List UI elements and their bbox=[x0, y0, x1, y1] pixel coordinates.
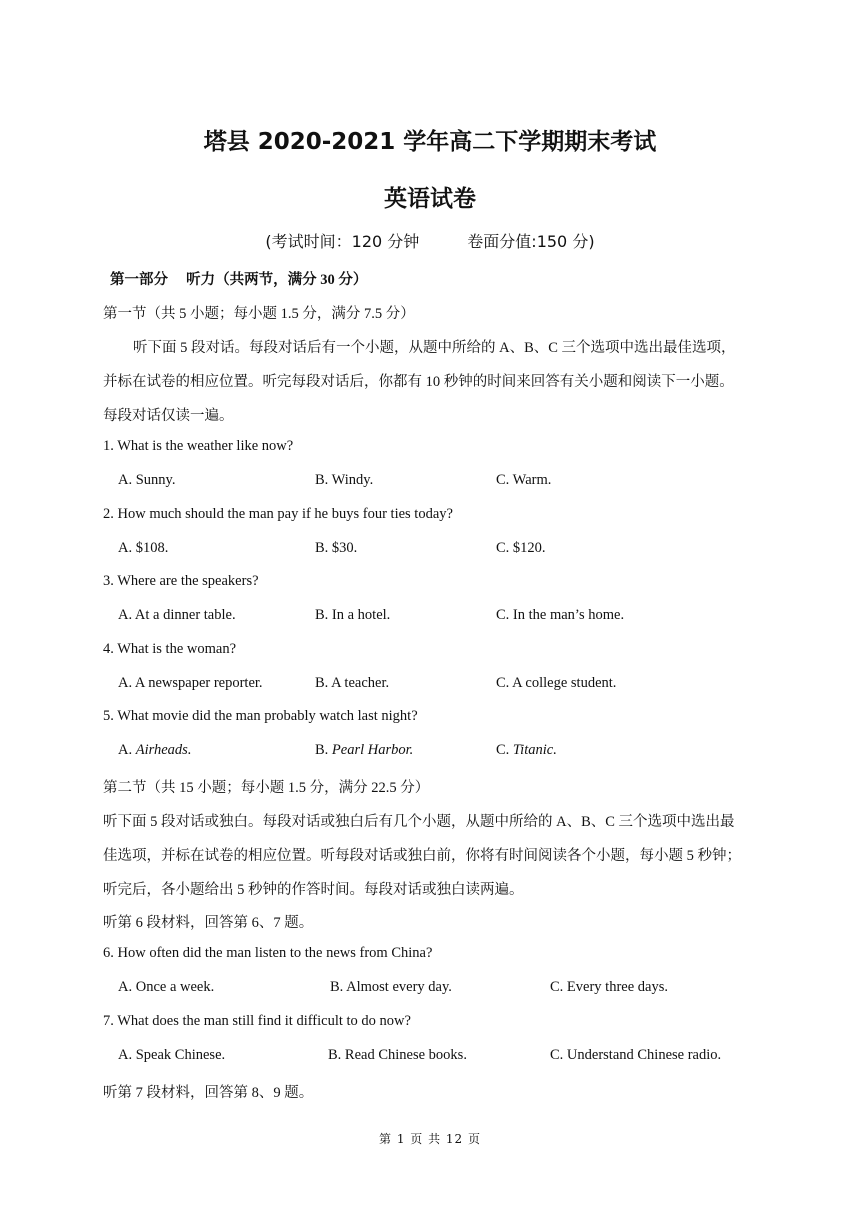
option-b: B. Read Chinese books. bbox=[328, 1047, 467, 1063]
option-a: A. Once a week. bbox=[118, 979, 215, 995]
option-b: B. Pearl Harbor. bbox=[315, 742, 414, 758]
section1-instruction-line: 听下面 5 段对话。每段对话后有一个小题，从题中所给的 A、B、C 三个选项中选出最佳选项， bbox=[133, 340, 736, 356]
section1-heading: 第一节（共 5 小题；每小题 1.5 分，满分 7.5 分） bbox=[103, 306, 415, 322]
exam-score: 卷面分值:150 分) bbox=[467, 232, 595, 251]
question-text: 4. What is the woman? bbox=[103, 641, 237, 657]
option-a: A. $108. bbox=[118, 540, 169, 556]
option-a: A. A newspaper reporter. bbox=[118, 675, 263, 691]
section2-heading: 第二节（共 15 小题；每小题 1.5 分，满分 22.5 分） bbox=[103, 780, 430, 796]
exam-title: 塔县 2020-2021 学年高二下学期期末考试 bbox=[203, 129, 657, 155]
exam-time: (考试时间：120 分钟 bbox=[265, 232, 420, 251]
question-text: 2. How much should the man pay if he buys four ties today? bbox=[103, 506, 453, 522]
option-c: C. Warm. bbox=[496, 472, 552, 488]
question-text: 1. What is the weather like now? bbox=[103, 438, 294, 454]
option-c: C. Every three days. bbox=[550, 979, 668, 995]
option-a: A. Speak Chinese. bbox=[118, 1047, 226, 1063]
option-b: B. Almost every day. bbox=[330, 979, 452, 995]
option-c: C. A college student. bbox=[496, 675, 617, 691]
section1-instruction-line: 每段对话仅读一遍。 bbox=[103, 408, 234, 424]
question-text: 5. What movie did the man probably watch last night? bbox=[103, 708, 418, 724]
option-c: C. $120. bbox=[496, 540, 546, 556]
material-heading: 听第 7 段材料，回答第 8、9 题。 bbox=[103, 1085, 314, 1101]
material-heading: 听第 6 段材料，回答第 6、7 题。 bbox=[103, 915, 314, 931]
option-b: B. Windy. bbox=[315, 472, 374, 488]
option-a: A. At a dinner table. bbox=[118, 607, 236, 623]
option-b: B. A teacher. bbox=[315, 675, 390, 691]
page-footer: 第 1 页 共 12 页 bbox=[379, 1132, 481, 1146]
option-b: B. $30. bbox=[315, 540, 358, 556]
exam-meta bbox=[0, 229, 860, 252]
question-text: 6. How often did the man listen to the news from China? bbox=[103, 945, 433, 961]
section2-instruction-line: 听完后，各小题给出 5 秒钟的作答时间。每段对话或独白读两遍。 bbox=[103, 882, 524, 898]
section1-instruction-line: 并标在试卷的相应位置。听完每段对话后，你都有 10 秒钟的时间来回答有关小题和阅读下一小题。 bbox=[103, 374, 734, 390]
option-a: A. Sunny. bbox=[118, 472, 176, 488]
option-c: C. Understand Chinese radio. bbox=[550, 1047, 722, 1063]
question-text: 3. Where are the speakers? bbox=[103, 573, 259, 589]
section2-instruction-line: 佳选项，并标在试卷的相应位置。听每段对话或独白前，你将有时间阅读各个小题，每小题 5 秒钟； bbox=[103, 848, 741, 864]
option-c: C. In the man’s home. bbox=[496, 607, 625, 623]
option-b: B. In a hotel. bbox=[315, 607, 391, 623]
option-c: C. Titanic. bbox=[496, 742, 557, 758]
question-text: 7. What does the man still find it difficult to do now? bbox=[103, 1013, 411, 1029]
option-a: A. Airheads. bbox=[118, 742, 192, 758]
section2-instruction-line: 听下面 5 段对话或独白。每段对话或独白后有几个小题，从题中所给的 A、B、C 三个选项中选出最 bbox=[103, 814, 735, 830]
exam-subtitle: 英语试卷 bbox=[384, 186, 476, 212]
part-heading: 第一部分 听力（共两节，满分 30 分） bbox=[110, 272, 368, 288]
